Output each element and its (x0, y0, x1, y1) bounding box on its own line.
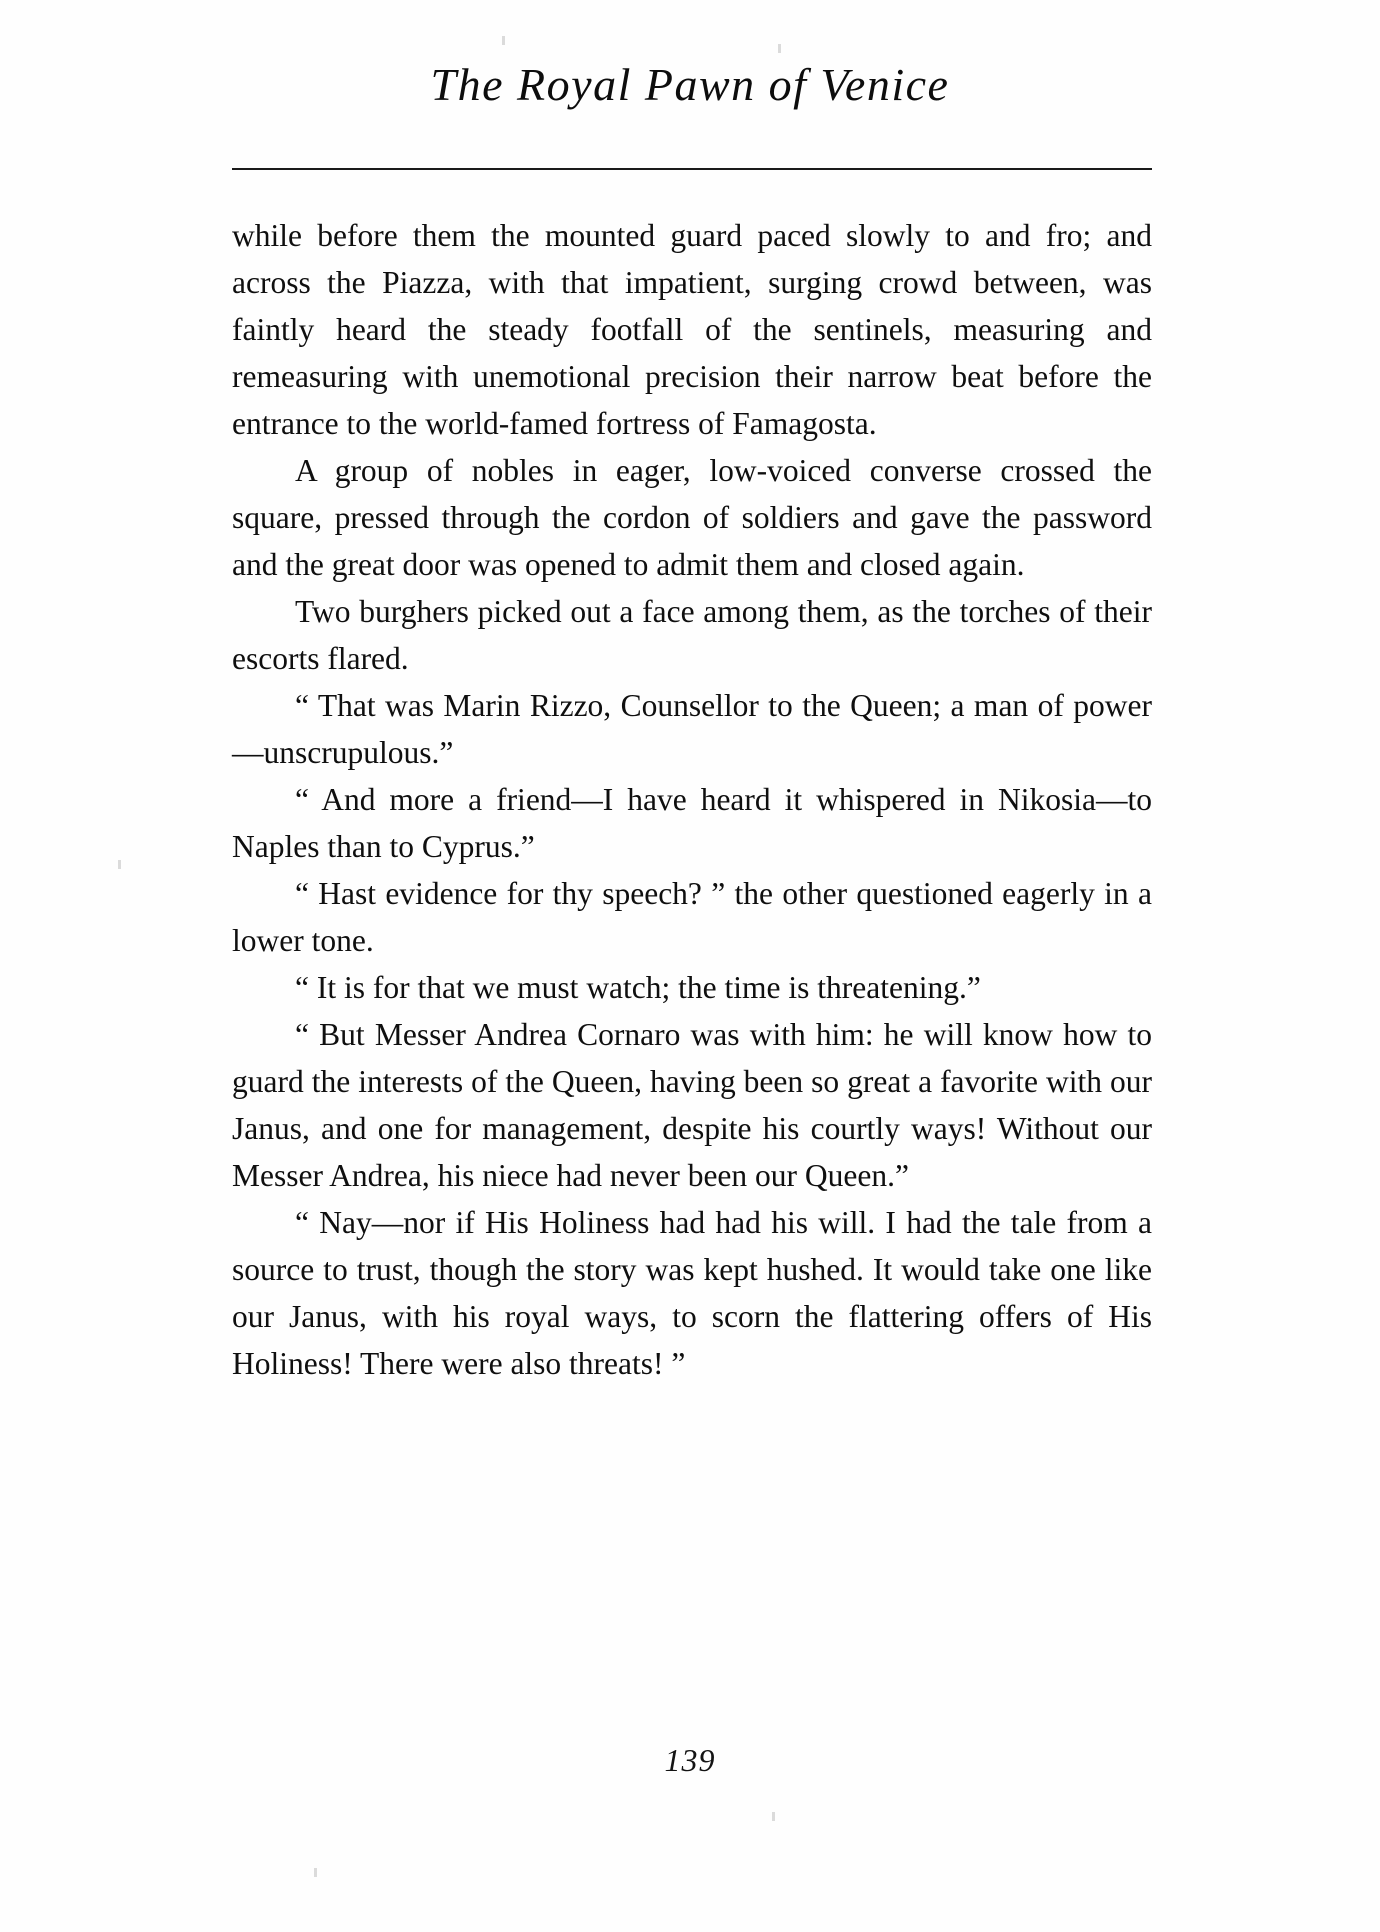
paragraph: “ Nay—nor if His Holiness had had his will. I had the tale from a source to trust, though the story was kept hushed. It would take one like our Janus, with his royal ways, to scorn the flattering offers of His Holiness! There were also threats! ” (232, 1205, 1152, 1381)
book-title: The Royal Pawn of Venice (430, 59, 950, 110)
paragraph: A group of nobles in eager, low-voiced converse crossed the square, pressed through the cordon of soldiers and gave the password and the great door was opened to admit them and closed again. (232, 453, 1152, 582)
page-number: 139 (664, 1742, 716, 1778)
page-body (232, 212, 1152, 1387)
scan-speck (778, 44, 781, 53)
paragraph: “ Hast evidence for thy speech? ” the other questioned eagerly in a lower tone. (232, 876, 1152, 958)
page-header (230, 58, 1150, 111)
scan-speck (118, 860, 121, 869)
header-divider (232, 168, 1152, 170)
paragraph: Two burghers picked out a face among them, as the torches of their escorts flared. (232, 594, 1152, 676)
paragraph: “ That was Marin Rizzo, Counsellor to the Queen; a man of power—unscrupulous.” (232, 688, 1152, 770)
paragraph: “ It is for that we must watch; the time is threatening.” (295, 970, 981, 1005)
paragraph: “ And more a friend—I have heard it whispered in Nikosia—to Naples than to Cyprus.” (232, 782, 1152, 864)
paragraph: “ But Messer Andrea Cornaro was with him: he will know how to guard the interests of the Queen, having been so great a favorite with our Janus, and one for management, despite his courtly ways! Without our Messer Andrea, his niece had never been our Queen.” (232, 1017, 1152, 1193)
scan-speck (502, 36, 505, 45)
scan-speck (772, 1812, 775, 1821)
scan-speck (314, 1868, 317, 1877)
paragraph: while before them the mounted guard paced slowly to and fro; and across the Piazza, with that impatient, surging crowd between, was faintly heard the steady footfall of the sentinels, measuring and remeasuring with unemotional precision their narrow beat before the entrance to the world-famed fortress of Famagosta. (232, 218, 1152, 441)
